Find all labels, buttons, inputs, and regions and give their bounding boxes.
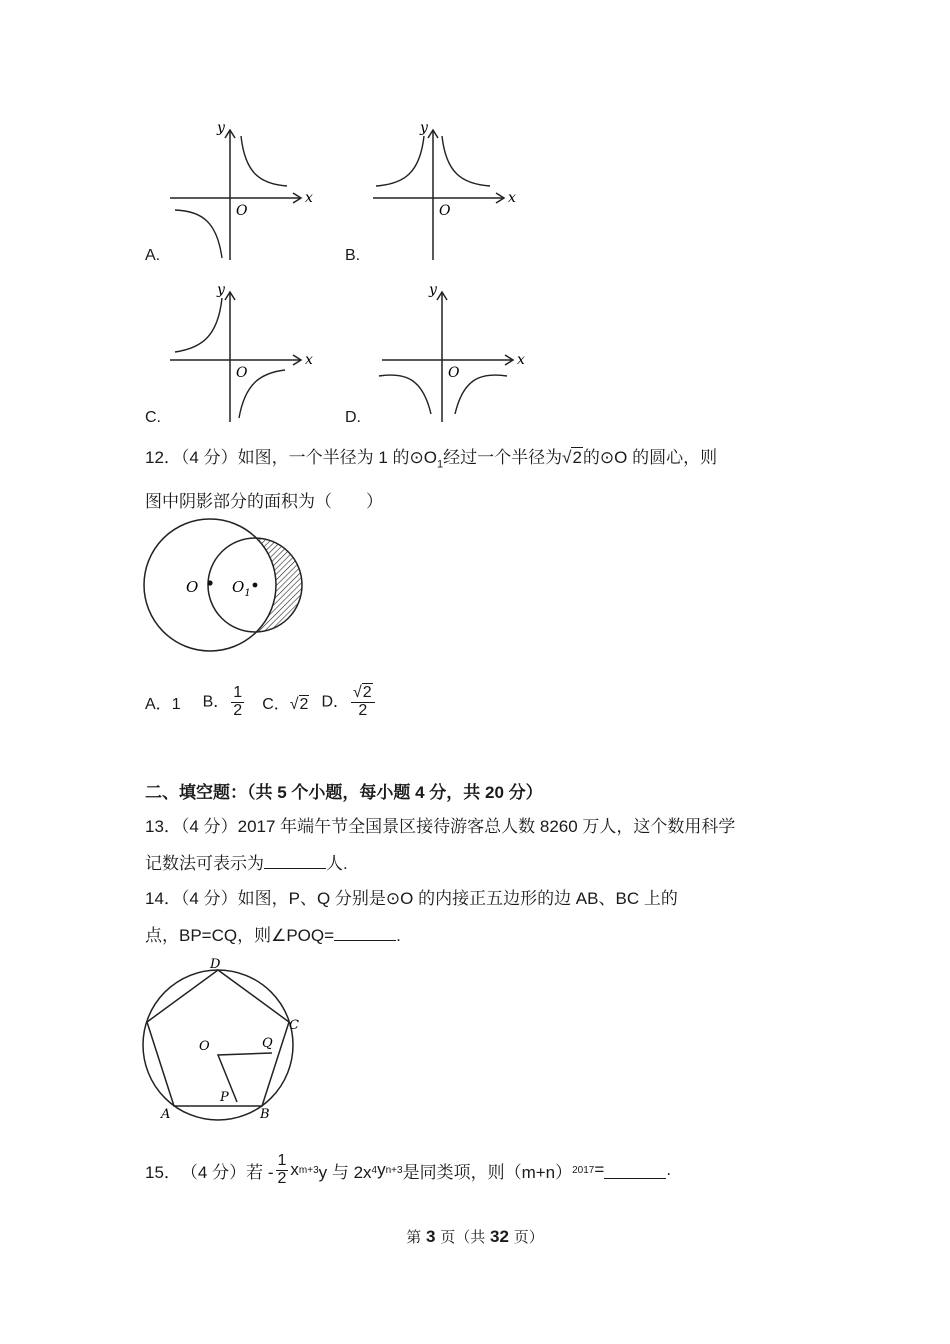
question-points: （4 分） bbox=[180, 1162, 247, 1182]
choice-c[interactable]: C．√2 bbox=[262, 695, 309, 713]
choice-b[interactable]: B． $\frac{1}{2}$ bbox=[202, 683, 243, 719]
origin-label: O bbox=[236, 365, 248, 381]
answer-blank[interactable] bbox=[264, 851, 326, 869]
question-12-choices bbox=[145, 680, 377, 724]
sqrt-expression: √2 bbox=[562, 448, 582, 467]
hyperbola-graph-d bbox=[377, 280, 537, 425]
question-text: 如图，P、Q 分别是⊙O 的内接正五边形的边 AB、BC 上的 bbox=[237, 889, 678, 908]
question-14-line-1 bbox=[145, 880, 810, 917]
question-points: （4 分） bbox=[180, 889, 238, 908]
total-pages: 32 bbox=[490, 1227, 509, 1246]
question-text: 2017 年端午节全国景区接待游客总人数 8260 万人，这个数用科学 bbox=[237, 817, 736, 836]
origin-label: O bbox=[236, 203, 248, 219]
hyperbola-graph-a bbox=[165, 118, 325, 263]
y-axis-label: y bbox=[217, 120, 225, 136]
question-text: 经过一个半径为 bbox=[443, 448, 563, 467]
question-12-line-2: 图中阴影部分的面积为（ ） bbox=[145, 492, 383, 512]
option-a-label[interactable]: A. bbox=[145, 247, 161, 264]
question-points: （4 分） bbox=[180, 448, 238, 467]
x-axis-label: x bbox=[305, 352, 313, 368]
vertex-a-label: A bbox=[161, 1107, 171, 1122]
question-12 bbox=[145, 439, 810, 520]
question-number: 14． bbox=[145, 889, 181, 908]
center-o-label: O bbox=[186, 578, 199, 596]
graph-option-c bbox=[165, 280, 325, 430]
point-p-label: P bbox=[220, 1090, 229, 1105]
center-o-label: O bbox=[199, 1039, 210, 1054]
answer-blank[interactable] bbox=[334, 923, 396, 941]
subscript: 1 bbox=[436, 458, 444, 471]
question-13 bbox=[145, 808, 810, 882]
question-text: 的⊙O 的圆心，则 bbox=[582, 448, 718, 467]
vertex-c-label: C bbox=[289, 1018, 299, 1033]
question-number: 13． bbox=[145, 817, 181, 836]
x-axis-label: x bbox=[305, 190, 313, 206]
sqrt-expression: √2 bbox=[289, 695, 309, 713]
question-12-line-1 bbox=[145, 439, 810, 483]
question-number: 12． bbox=[145, 448, 181, 467]
option-d-label[interactable]: D. bbox=[345, 409, 361, 426]
vertex-d-label: D bbox=[210, 957, 221, 972]
pentagon-figure bbox=[138, 955, 318, 1130]
origin-label: O bbox=[439, 203, 451, 219]
graph-option-b bbox=[368, 118, 528, 268]
two-circles-figure bbox=[140, 512, 320, 662]
page-number: 3 bbox=[426, 1227, 436, 1246]
hyperbola-graph-c bbox=[165, 280, 325, 425]
page-footer: 第 3 页（共 32 页） bbox=[406, 1227, 544, 1246]
origin-label: O bbox=[448, 365, 460, 381]
question-points: （4 分） bbox=[180, 817, 238, 836]
choice-d[interactable]: D． $\frac{√2}{2}$ bbox=[321, 685, 376, 720]
hyperbola-graph-b bbox=[368, 118, 528, 263]
option-b-label[interactable]: B. bbox=[345, 247, 361, 264]
fraction: $\frac{√2}{2}$ bbox=[351, 685, 375, 720]
question-13-line-2: 记数法可表示为 人. bbox=[145, 845, 810, 882]
center-o1-label: $O_1$ bbox=[232, 578, 251, 599]
question-13-line-1 bbox=[145, 808, 810, 845]
graph-option-a bbox=[165, 118, 325, 268]
y-axis-label: y bbox=[420, 120, 428, 136]
x-axis-label: x bbox=[508, 190, 516, 206]
section-2-title: 二、填空题：（共 5 个小题，每小题 4 分，共 20 分） bbox=[145, 783, 543, 802]
question-14-line-2: 点，BP=CQ，则∠POQ= . bbox=[145, 917, 810, 954]
question-text: 如图，一个半径为 1 的⊙O bbox=[237, 448, 437, 467]
y-axis-label: y bbox=[429, 282, 437, 298]
fraction: $\frac{1}{2}$ bbox=[277, 1151, 287, 1187]
x-axis-label: x bbox=[517, 352, 525, 368]
choice-a[interactable]: A．1 bbox=[145, 695, 181, 713]
vertex-b-label: B bbox=[260, 1107, 270, 1122]
fraction: $\frac{1}{2}$ bbox=[233, 683, 243, 719]
question-15: 15． （4 分） 若 - $\frac{1}{2}$ x m+3 y 与 2x 4 y n+3 是同类项，则（m+n） 2017 = . bbox=[145, 1151, 672, 1187]
question-number: 15． bbox=[145, 1162, 181, 1182]
answer-blank[interactable] bbox=[604, 1161, 666, 1179]
point-q-label: Q bbox=[262, 1036, 273, 1051]
question-14 bbox=[145, 880, 810, 954]
y-axis-label: y bbox=[217, 282, 225, 298]
graph-option-d bbox=[377, 280, 537, 430]
option-c-label[interactable]: C. bbox=[145, 409, 161, 426]
